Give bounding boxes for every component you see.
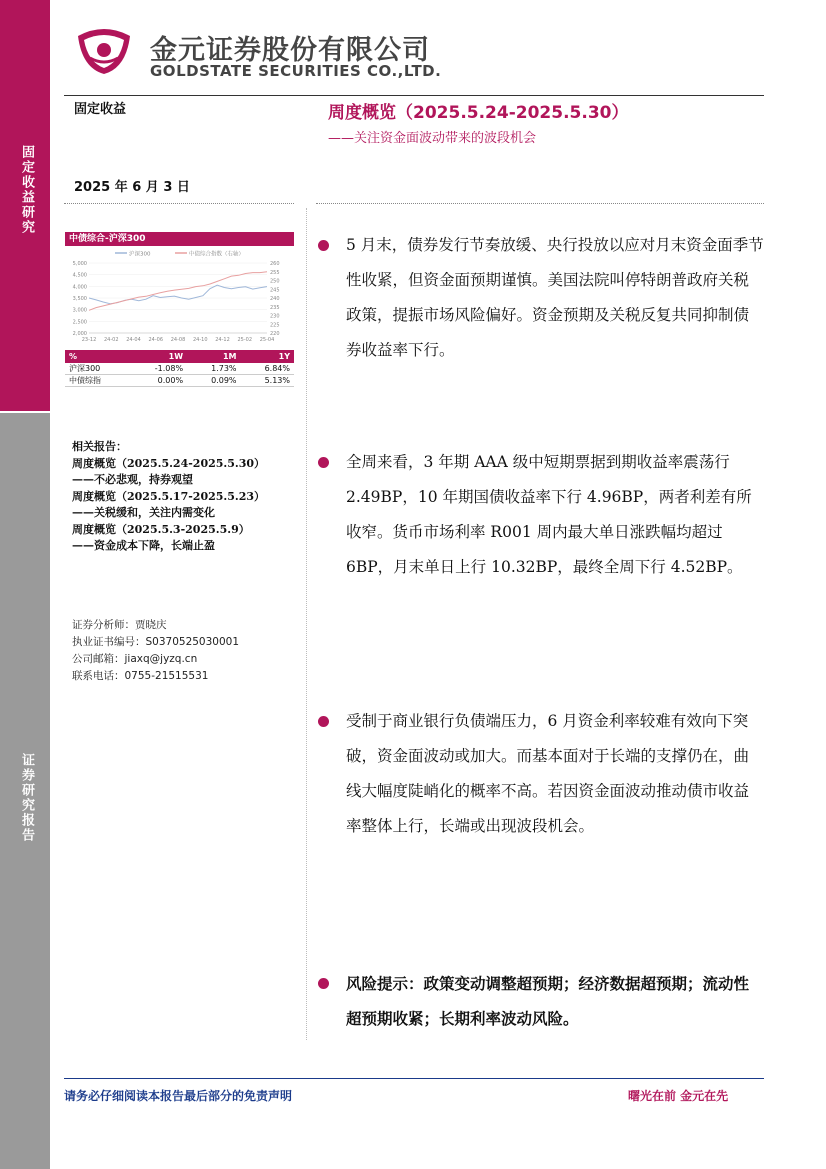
report-subtitle: ——关注资金面波动带来的波段机会: [328, 131, 537, 146]
y-left-tick-label: 4,000: [72, 284, 87, 291]
table-header-cell: 1Y: [241, 350, 294, 363]
analyst-info: [72, 617, 239, 685]
meta-divider: [64, 203, 294, 204]
risk-warning: 风险提示：政策变动调整超预期；经济数据超预期；流动性超预期收紧；长期利率波动风险。: [346, 974, 750, 1028]
table-cell: 1.73%: [187, 363, 240, 375]
y-left-tick-label: 3,000: [72, 307, 87, 314]
y-right-tick-label: 250: [270, 278, 280, 285]
sidebar-top-label: 固定收益研究: [19, 145, 34, 235]
y-left-tick-label: 5,000: [72, 261, 87, 267]
x-tick-label: 24-04: [126, 337, 141, 343]
y-right-tick-label: 225: [270, 322, 280, 329]
related-item-subtitle: ——关税缓和，关注内需变化: [72, 506, 215, 519]
footer-disclaimer[interactable]: 请务必仔细阅读本报告最后部分的免责声明: [64, 1089, 293, 1103]
bullet-marker: [318, 457, 329, 468]
related-reports: [72, 439, 265, 555]
table-cell: 0.09%: [187, 375, 240, 387]
table-header-cell: 1W: [129, 350, 187, 363]
legend-label: 中债综合指数（右轴）: [189, 251, 245, 258]
related-heading: 相关报告：: [72, 440, 127, 453]
report-category: 固定收益: [74, 102, 127, 117]
bullet-marker: [318, 978, 329, 989]
y-right-tick-label: 255: [270, 269, 280, 276]
table-row: [65, 375, 294, 387]
analyst-name: 证券分析师：贾晓庆: [72, 619, 167, 631]
table-cell: 0.00%: [129, 375, 187, 387]
y-left-tick-label: 4,500: [72, 272, 87, 279]
table-cell: -1.08%: [129, 363, 187, 375]
summary-bullet: 5 月末，债券发行节奏放缓、央行投放以应对月末资金面季节性收紧，但资金面预期谨慎。美国法院叫停特朗普政府关税政策，提振市场风险偏好。资金预期及关税反复共同抑制债券收益率下行。: [346, 236, 764, 359]
x-tick-label: 25-04: [259, 337, 275, 343]
y-right-tick-label: 230: [270, 313, 280, 320]
analyst-email[interactable]: 公司邮箱：jiaxq@jyzq.cn: [72, 653, 198, 665]
x-tick-label: 23-12: [81, 337, 97, 343]
column-divider: [306, 208, 307, 1040]
performance-table: [65, 350, 294, 387]
related-item-subtitle: ——不必悲观，持券观望: [72, 473, 193, 486]
table-header-cell: 1M: [187, 350, 240, 363]
company-name-cn: 金元证券股份有限公司: [150, 35, 430, 66]
company-name-en: GOLDSTATE SECURITIES CO.,LTD.: [150, 62, 442, 80]
bullet-marker: [318, 240, 329, 251]
x-tick-label: 24-08: [170, 337, 186, 343]
table-cell: 5.13%: [241, 375, 294, 387]
report-title: 周度概览（2025.5.24-2025.5.30）: [328, 103, 629, 123]
chart-header: 中债综合-沪深300: [65, 232, 294, 246]
analyst-license: 执业证书编号：S0370525030001: [72, 636, 240, 648]
table-cell: 中债综指: [65, 375, 129, 387]
report-date: 2025 年 6 月 3 日: [74, 180, 190, 195]
related-item-title[interactable]: 周度概览（2025.5.24-2025.5.30）: [72, 456, 266, 470]
table-cell: 6.84%: [241, 363, 294, 375]
series-line: [89, 285, 267, 304]
y-right-tick-label: 235: [270, 304, 280, 311]
x-tick-label: 24-12: [215, 337, 230, 343]
legend-label: 沪深300: [129, 251, 151, 258]
analyst-phone: 联系电话：0755-21515531: [72, 670, 209, 682]
sidebar-bottom-label: 证券研究报告: [19, 753, 34, 843]
x-tick-label: 24-02: [103, 337, 119, 343]
footer-rule: [64, 1078, 764, 1079]
y-right-tick-label: 240: [270, 296, 280, 302]
title-divider: [316, 203, 764, 204]
x-tick-label: 25-02: [237, 337, 253, 343]
x-tick-label: 24-06: [148, 337, 164, 343]
summary-bullet: 受制于商业银行负债端压力，6 月资金利率较难有效向下突破，资金面波动或加大。而基本面对于长端的支撑仍在，曲线大幅度陡峭化的概率不高。若因资金面波动推动债市收益率整体上行，长端或出现波段机会。: [346, 712, 750, 835]
table-row: [65, 363, 294, 375]
y-right-tick-label: 245: [270, 287, 280, 294]
company-logo: [76, 28, 132, 76]
header-rule: [64, 95, 764, 96]
sidebar-strip-top: [0, 0, 50, 411]
y-left-tick-label: 2,500: [72, 319, 87, 326]
x-tick-label: 24-10: [192, 337, 208, 343]
y-left-tick-label: 3,500: [72, 296, 87, 302]
footer-slogan: 曙光在前 金元在先: [628, 1089, 729, 1103]
sidebar-strip-bottom: [0, 413, 50, 1169]
y-left-tick-label: 2,000: [72, 331, 87, 337]
y-right-tick-label: 220: [270, 331, 280, 337]
table-cell: 沪深300: [65, 363, 129, 375]
series-line: [89, 272, 267, 311]
y-right-tick-label: 260: [270, 261, 280, 267]
related-item-title[interactable]: 周度概览（2025.5.17-2025.5.23）: [72, 489, 266, 503]
summary-bullet: 全周来看，3 年期 AAA 级中短期票据到期收益率震荡行 2.49BP，10 年期国债收益率下行 4.96BP，两者利差有所收窄。货币市场利率 R001 周内最大单日涨跌幅均超过 6BP，月末单日上行 10.32BP，最终全周下行 4.52BP。: [346, 453, 752, 576]
related-item-subtitle: ——资金成本下降，长端止盈: [72, 539, 215, 552]
related-item-title[interactable]: 周度概览（2025.5.3-2025.5.9）: [72, 522, 250, 536]
table-header-cell: %: [65, 350, 129, 363]
index-chart: [65, 247, 294, 347]
bullet-marker: [318, 716, 329, 727]
